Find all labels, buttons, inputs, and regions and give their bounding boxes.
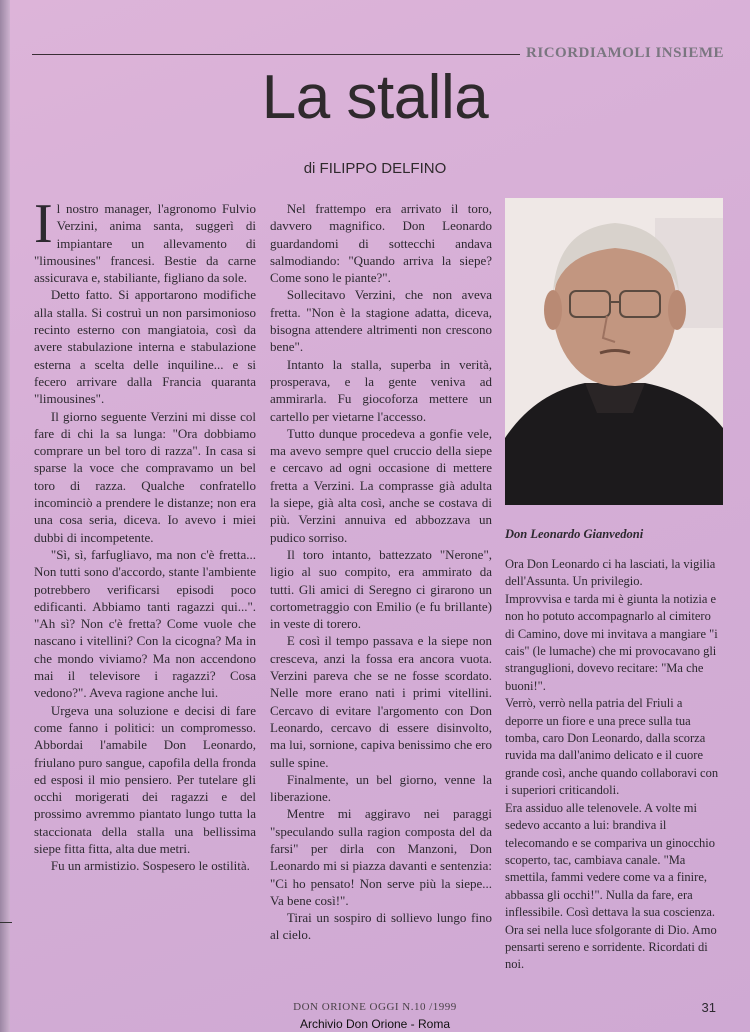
- paragraph: E così il tempo passava e la siepe non cresceva, anzi la fossa era ancora vuota. Verzini pareva che se ne fosse scordato. Nelle more erano nati i primi vitellini. Cercavo di evitare l'argomento con Don Leonardo, cercavo di essere disinvolto, ma lui, sornione, capiva benissimo che ero sulle spine.: [270, 633, 492, 770]
- paragraph: Detto fatto. Si apportarono modifiche alla stalla. Si costruì un non parsimonioso recinto esterno con mangiatoia, così da avere stabulazione interna e stabulazione esterna a scelta delle inquiline... e si fecero arrivare dalla Francia quaranta "limousines".: [34, 287, 256, 407]
- article-byline: di FILIPPO DELFINO: [303, 160, 447, 177]
- column-2: [270, 200, 492, 944]
- paragraph: Verrò, verrò nella patria del Friuli a deporre un fiore e una prece sulla tua tomba, caro Don Leonardo, dalla scorza ruvida ma dall'animo delicato e il cuore grande così, anche quando collaboravi con i superiori criticandoli.: [505, 696, 719, 798]
- paragraph: Il toro intanto, battezzato "Nerone", ligio al suo compito, era ammirato da tutti. Gli amici di Seregno ci girarono un cortometraggio con Emilio (e fu brillante) in veste di torero.: [270, 546, 492, 632]
- page-spine-shadow: [0, 0, 10, 1032]
- photo-caption: Don Leonardo Gianvedoni: [505, 527, 644, 541]
- archive-watermark: Archivio Don Orione - Roma: [299, 1017, 451, 1031]
- paragraph: Nel frattempo era arrivato il toro, davvero magnifico. Don Leonardo guardandomi di sottecchi andava salmodiando: "Quando arriva la siepe? Come sono le piante?".: [270, 201, 492, 286]
- paragraph: Sollecitavo Verzini, che non aveva fretta. "Non è la stagione adatta, diceva, bisogna attendere altrimenti non crescono bene".: [270, 287, 492, 355]
- paragraph: "Sì, sì, farfugliavo, ma non c'è fretta... Non tutti sono d'accordo, stante l'ambiente potrebbero verificarsi episodi poco edificanti. Abbiamo tanti ragazzi qui...". "Ah sì? Non c'è fretta? Come vuole che nascano i vitellini? Con la cicogna? Ma in che mondo viviamo? Ma non accendono mai il televisore i ragazzi? Cosa vedono?". Aveva ragione anche lui.: [34, 546, 256, 701]
- paragraph: Mentre mi aggiravo nei paraggi "speculando sulla ragion composta del da farsi" per dirla con Manzoni, Don Leonardo mi si piazza davanti e sentenzia: "Ci ho pensato! Non serve più la siepe... Va bene così!".: [270, 806, 492, 908]
- paragraph: Improvvisa e tarda mi è giunta la notizia e non ho potuto accompagnarlo al cimitero di Camino, dove mi invitava a mangiare "i cais" (le lumache) che mi provocavano gli stranguglioni, dovevo recitare: "Ma che buoni!".: [505, 591, 718, 693]
- margin-tick: [0, 922, 12, 923]
- paragraph: Tirai un sospiro di sollievo lungo fino al cielo.: [270, 910, 492, 943]
- paragraph: Urgeva una soluzione e decisi di fare come fanno i politici: un compromesso. Abbordai l'amabile Don Leonardo, friulano puro sangue, capofila della fronda ed esposi il mio pensiero. Per tutelare gli occhi morigerati dei ragazzi e del prossimo avremmo piantato lungo tutta la staccionata della stalla una bellissima siepe fitta fitta, alta due metri.: [34, 702, 256, 856]
- section-label: RICORDIAMOLI INSIEME: [526, 45, 724, 61]
- paragraph: Fu un armistizio. Sospesero le ostilità.: [50, 858, 250, 874]
- paragraph: Intanto la stalla, superba in verità, prosperava, e la gente veniva ad ammirarla. Fu giocoforza mettere un cartello per vietarne l'accesso.: [270, 356, 492, 424]
- paragraph: Il giorno seguente Verzini mi disse col fare di chi la sa lunga: "Ora dobbiamo comprare un bel toro di razza". In casa si sparse la voce che compravamo un bel toro di razza. Qualche confratello incominciò a prendere le distanze; non era una cosa seria, diceva. Io avevo i miei dubbi di incompetente.: [34, 408, 256, 545]
- paragraph: Ora sei nella luce sfolgorante di Dio. Amo pensarti sereno e sorridente. Ricordati di noi.: [505, 922, 717, 972]
- drop-cap: I: [34, 193, 53, 255]
- article-title: La stalla: [261, 63, 489, 132]
- paragraph: Era assiduo alle telenovele. A volte mi sedevo accanto a lui: brandiva il telecomando e se compariva un ginocchio scoperto, tac, cambiava canale. "Ma smettila, fammi vedere come va a finire, abbassa gli occhi!". Nulla da fare, era inflessibile. Così dettava la sua coscienza.: [505, 800, 716, 920]
- paragraph: Finalmente, un bel giorno, venne la liberazione.: [270, 771, 492, 805]
- header-rule: [32, 54, 520, 55]
- page-number: 31: [701, 1000, 716, 1015]
- column-3: [505, 556, 719, 974]
- column-1: [34, 193, 256, 875]
- paragraph: Il nostro manager, l'agronomo Fulvio Verzini, anima santa, suggerì di impiantare un allevamento di "limousines" francesi. Bestie da carne assicurava e, stabiliante, figliano da sole.: [34, 193, 256, 286]
- portrait-photo: [505, 198, 723, 505]
- journal-footer: DON ORIONE OGGI N.10 /1999: [293, 1001, 457, 1013]
- paragraph: Tutto dunque procedeva a gonfie vele, ma avevo sempre quel cruccio della siepe e cercavo ad ogni occasione di mettere fretta a Verzini. La comprasse già adulta la siepe, già alta così, anche se costava di più. Verzini annuiva ed abbozzava un pudico sorriso.: [270, 425, 492, 545]
- portrait-illustration: [505, 198, 723, 505]
- paragraph: Ora Don Leonardo ci ha lasciati, la vigilia dell'Assunta. Un privilegio.: [505, 557, 716, 589]
